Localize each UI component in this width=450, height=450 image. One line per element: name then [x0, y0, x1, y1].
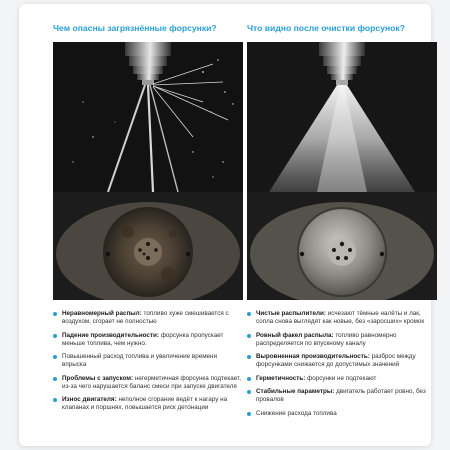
list-item: Чистые распылители: исчезают тёмные налёты и лак, сопла снова выглядят как новые, без «заросших» кромок: [247, 310, 437, 326]
infographic-card: [19, 4, 431, 446]
list-item: Повышенный расход топлива и увеличение времени впрыска: [53, 353, 243, 369]
dirty-spray-photo: [53, 42, 243, 192]
list-item: Проблемы с запуском: негерметичная форсунка подтекает, из-за чего нарушается баланс смеси при запуске двигателя: [53, 375, 243, 391]
clean-spray-photo: [247, 42, 437, 192]
dirty-nozzle-photo: [53, 192, 243, 300]
list-item: Снижение расхода топлива: [247, 410, 437, 418]
clean-nozzle-photo: [247, 192, 437, 300]
list-item: Выровненная производительность: разброс между форсунками снижается до допустимых значений: [247, 353, 437, 369]
dirty-column-title: Чем опасны загрязнённые форсунки?: [53, 23, 217, 33]
list-item: Ровный факел распыла: топливо равномерно распределяется по впускному каналу: [247, 332, 437, 348]
dirty-effects-list: [53, 310, 243, 418]
list-item: Стабильные параметры: двигатель работает ровно, без провалов: [247, 388, 437, 404]
clean-column-title: Что видно после очистки форсунок?: [247, 23, 405, 33]
list-item: Падение производительности: форсунка пропускает меньше топлива, чем нужно.: [53, 332, 243, 348]
clean-results-list: [247, 310, 437, 423]
list-item: Герметичность: форсунки не подтекают: [247, 375, 437, 383]
list-item: Износ двигателя: неполное сгорание ведёт к нагару на клапанах и поршнях, повышается риск детонации: [53, 396, 243, 412]
list-item: Неравномерный распыл: топливо хуже смешивается с воздухом, сгорает не полностью: [53, 310, 243, 326]
